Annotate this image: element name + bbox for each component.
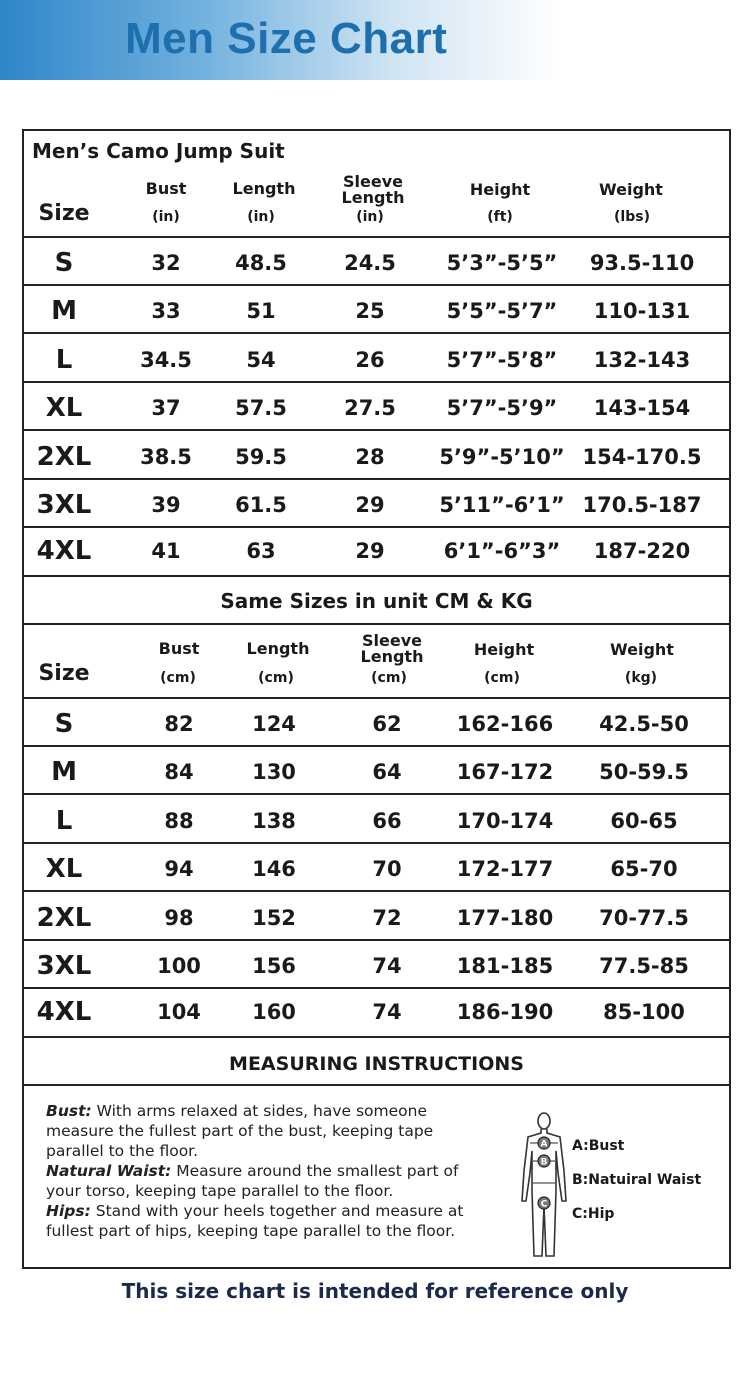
metric-col-height: Height (473, 640, 535, 659)
imperial-row-0-bust: 32 (151, 251, 181, 275)
imperial-row-6-length: 63 (246, 539, 276, 563)
row-divider (24, 429, 729, 431)
imperial-row-5-height: 5’11”-6’1” (439, 493, 565, 517)
imperial-row-1-sleeve: 25 (355, 299, 385, 323)
metric-row-4-length: 152 (252, 906, 296, 930)
metric-col-weight-unit: (kg) (624, 670, 658, 686)
imperial-col-bust-unit: (in) (152, 209, 180, 225)
metric-row-1-weight: 50-59.5 (599, 760, 689, 784)
imperial-row-2-length: 54 (246, 348, 276, 372)
metric-row-1-length: 130 (252, 760, 296, 784)
reference-note: This size chart is intended for reference only (121, 1279, 629, 1303)
imperial-row-2-weight: 132-143 (593, 348, 691, 372)
metric-row-0-height: 162-166 (456, 712, 554, 736)
imperial-row-1-height: 5’5”-5’7” (446, 299, 558, 323)
row-divider (24, 478, 729, 480)
metric-col-bust: Bust (158, 639, 200, 658)
metric-col-length: Length (246, 639, 310, 658)
imperial-col-length-unit: (in) (247, 209, 275, 225)
row-divider (24, 332, 729, 334)
waist-label: Natural Waist: (46, 1162, 172, 1180)
metric-row-6-weight: 85-100 (603, 1000, 685, 1024)
divider (24, 623, 729, 625)
metric-table-title: Same Sizes in unit CM & KG (220, 589, 533, 613)
hips-text: Stand with your heels together and measure at fullest part of hips, keeping tape parallel to the floor. (46, 1202, 464, 1240)
metric-row-2-length: 138 (252, 809, 296, 833)
imperial-row-5-bust: 39 (151, 493, 181, 517)
metric-row-0-size: S (54, 709, 74, 739)
divider (24, 1036, 729, 1038)
imperial-row-5-sleeve: 29 (355, 493, 385, 517)
metric-row-0-length: 124 (252, 712, 296, 736)
size-chart (22, 129, 731, 1269)
row-divider (24, 526, 729, 528)
divider (24, 1084, 729, 1086)
imperial-row-3-size: XL (45, 393, 83, 423)
metric-row-6-sleeve: 74 (372, 1000, 402, 1024)
metric-row-5-height: 181-185 (456, 954, 554, 978)
metric-row-6-bust: 104 (157, 1000, 201, 1024)
imperial-row-4-length: 59.5 (235, 445, 287, 469)
imperial-col-length: Length (232, 179, 296, 198)
metric-row-2-weight: 60-65 (610, 809, 678, 833)
imperial-row-4-sleeve: 28 (355, 445, 385, 469)
metric-col-bust-unit: (cm) (160, 670, 196, 686)
imperial-size-header: Size (38, 201, 90, 226)
metric-row-1-height: 167-172 (456, 760, 554, 784)
metric-row-5-weight: 77.5-85 (599, 954, 689, 978)
metric-row-3-bust: 94 (164, 857, 194, 881)
marker-a: A (540, 1139, 548, 1150)
metric-col-weight: Weight (610, 640, 674, 659)
metric-row-1-sleeve: 64 (372, 760, 402, 784)
imperial-row-3-length: 57.5 (235, 396, 287, 420)
legend-waist: B:Natuiral Waist (572, 1172, 702, 1188)
divider (24, 575, 729, 577)
instructions-title: MEASURING INSTRUCTIONS (229, 1053, 524, 1075)
metric-row-5-length: 156 (252, 954, 296, 978)
bust-label: Bust: (46, 1102, 92, 1120)
imperial-col-sleeve-unit: (in) (356, 209, 384, 225)
imperial-row-4-weight: 154-170.5 (582, 445, 702, 469)
metric-row-3-size: XL (45, 854, 83, 884)
metric-row-0-weight: 42.5-50 (599, 712, 689, 736)
metric-row-2-size: L (55, 806, 73, 836)
metric-row-5-size: 3XL (36, 951, 92, 981)
metric-row-4-size: 2XL (36, 903, 92, 933)
imperial-row-2-bust: 34.5 (140, 348, 192, 372)
imperial-row-4-height: 5’9”-5’10” (439, 445, 565, 469)
imperial-row-6-sleeve: 29 (355, 539, 385, 563)
imperial-col-weight: Weight (599, 180, 663, 199)
row-divider (24, 745, 729, 747)
imperial-row-0-sleeve: 24.5 (344, 251, 396, 275)
legend-bust: A:Bust (572, 1138, 625, 1154)
row-divider (24, 939, 729, 941)
imperial-col-bust: Bust (145, 179, 187, 198)
imperial-col-sleeve: Sleeve Length (341, 172, 405, 207)
waist-text: Measure around the smallest part of your torso, keeping tape parallel to the floor. (46, 1162, 459, 1200)
imperial-col-height: Height (469, 180, 531, 199)
imperial-row-0-height: 5’3”-5’5” (446, 251, 558, 275)
metric-row-3-sleeve: 70 (372, 857, 402, 881)
imperial-row-5-weight: 170.5-187 (582, 493, 702, 517)
imperial-row-5-size: 3XL (36, 490, 92, 520)
body-figure-icon (514, 1111, 574, 1261)
hips-label: Hips: (46, 1202, 91, 1220)
imperial-row-0-length: 48.5 (235, 251, 287, 275)
row-divider (24, 987, 729, 989)
metric-row-5-sleeve: 74 (372, 954, 402, 978)
imperial-row-6-size: 4XL (36, 536, 92, 566)
imperial-row-4-bust: 38.5 (140, 445, 192, 469)
metric-row-4-bust: 98 (164, 906, 194, 930)
imperial-row-2-sleeve: 26 (355, 348, 385, 372)
metric-row-4-sleeve: 72 (372, 906, 402, 930)
row-divider (24, 284, 729, 286)
row-divider (24, 890, 729, 892)
imperial-row-2-size: L (55, 345, 73, 375)
imperial-row-1-size: M (51, 296, 77, 326)
imperial-col-weight-unit: (lbs) (614, 209, 650, 225)
metric-row-0-bust: 82 (164, 712, 194, 736)
bust-text: With arms relaxed at sides, have someone measure the fullest part of the bust, keeping tape parallel to the floor. (46, 1102, 434, 1160)
metric-col-length-unit: (cm) (258, 670, 294, 686)
imperial-row-2-height: 5’7”-5’8” (446, 348, 558, 372)
imperial-row-1-length: 51 (246, 299, 276, 323)
imperial-col-height-unit: (ft) (487, 209, 513, 225)
metric-row-3-weight: 65-70 (610, 857, 678, 881)
metric-row-2-height: 170-174 (456, 809, 554, 833)
imperial-row-4-size: 2XL (36, 442, 92, 472)
measuring-instructions (46, 1101, 466, 1241)
divider (24, 236, 729, 238)
imperial-row-3-bust: 37 (151, 396, 181, 420)
imperial-row-3-weight: 143-154 (593, 396, 691, 420)
metric-row-3-height: 172-177 (456, 857, 554, 881)
metric-row-3-length: 146 (252, 857, 296, 881)
metric-row-0-sleeve: 62 (372, 712, 402, 736)
metric-row-4-weight: 70-77.5 (599, 906, 689, 930)
page-title: Men Size Chart (125, 14, 448, 63)
metric-row-5-bust: 100 (157, 954, 201, 978)
marker-b: B (540, 1157, 548, 1168)
metric-row-1-size: M (51, 757, 77, 787)
metric-row-6-size: 4XL (36, 997, 92, 1027)
metric-size-header: Size (38, 661, 90, 686)
imperial-row-5-length: 61.5 (235, 493, 287, 517)
legend-hip: C:Hip (572, 1206, 615, 1222)
imperial-row-0-weight: 93.5-110 (589, 251, 695, 275)
imperial-row-3-sleeve: 27.5 (344, 396, 396, 420)
metric-col-sleeve: Sleeve Length (360, 631, 424, 666)
imperial-row-6-bust: 41 (151, 539, 181, 563)
divider (24, 697, 729, 699)
row-divider (24, 381, 729, 383)
imperial-row-1-weight: 110-131 (593, 299, 691, 323)
marker-c: C (540, 1199, 548, 1210)
metric-row-6-length: 160 (252, 1000, 296, 1024)
row-divider (24, 842, 729, 844)
imperial-row-6-height: 6’1”-6”3” (443, 539, 561, 563)
imperial-row-3-height: 5’7”-5’9” (446, 396, 558, 420)
row-divider (24, 793, 729, 795)
imperial-row-1-bust: 33 (151, 299, 181, 323)
metric-row-4-height: 177-180 (456, 906, 554, 930)
metric-row-2-sleeve: 66 (372, 809, 402, 833)
imperial-row-6-weight: 187-220 (593, 539, 691, 563)
metric-row-2-bust: 88 (164, 809, 194, 833)
imperial-table-title: Men’s Camo Jump Suit (32, 139, 285, 163)
metric-row-6-height: 186-190 (456, 1000, 554, 1024)
imperial-row-0-size: S (54, 248, 74, 278)
metric-row-1-bust: 84 (164, 760, 194, 784)
metric-col-sleeve-unit: (cm) (371, 670, 407, 686)
metric-col-height-unit: (cm) (484, 670, 520, 686)
